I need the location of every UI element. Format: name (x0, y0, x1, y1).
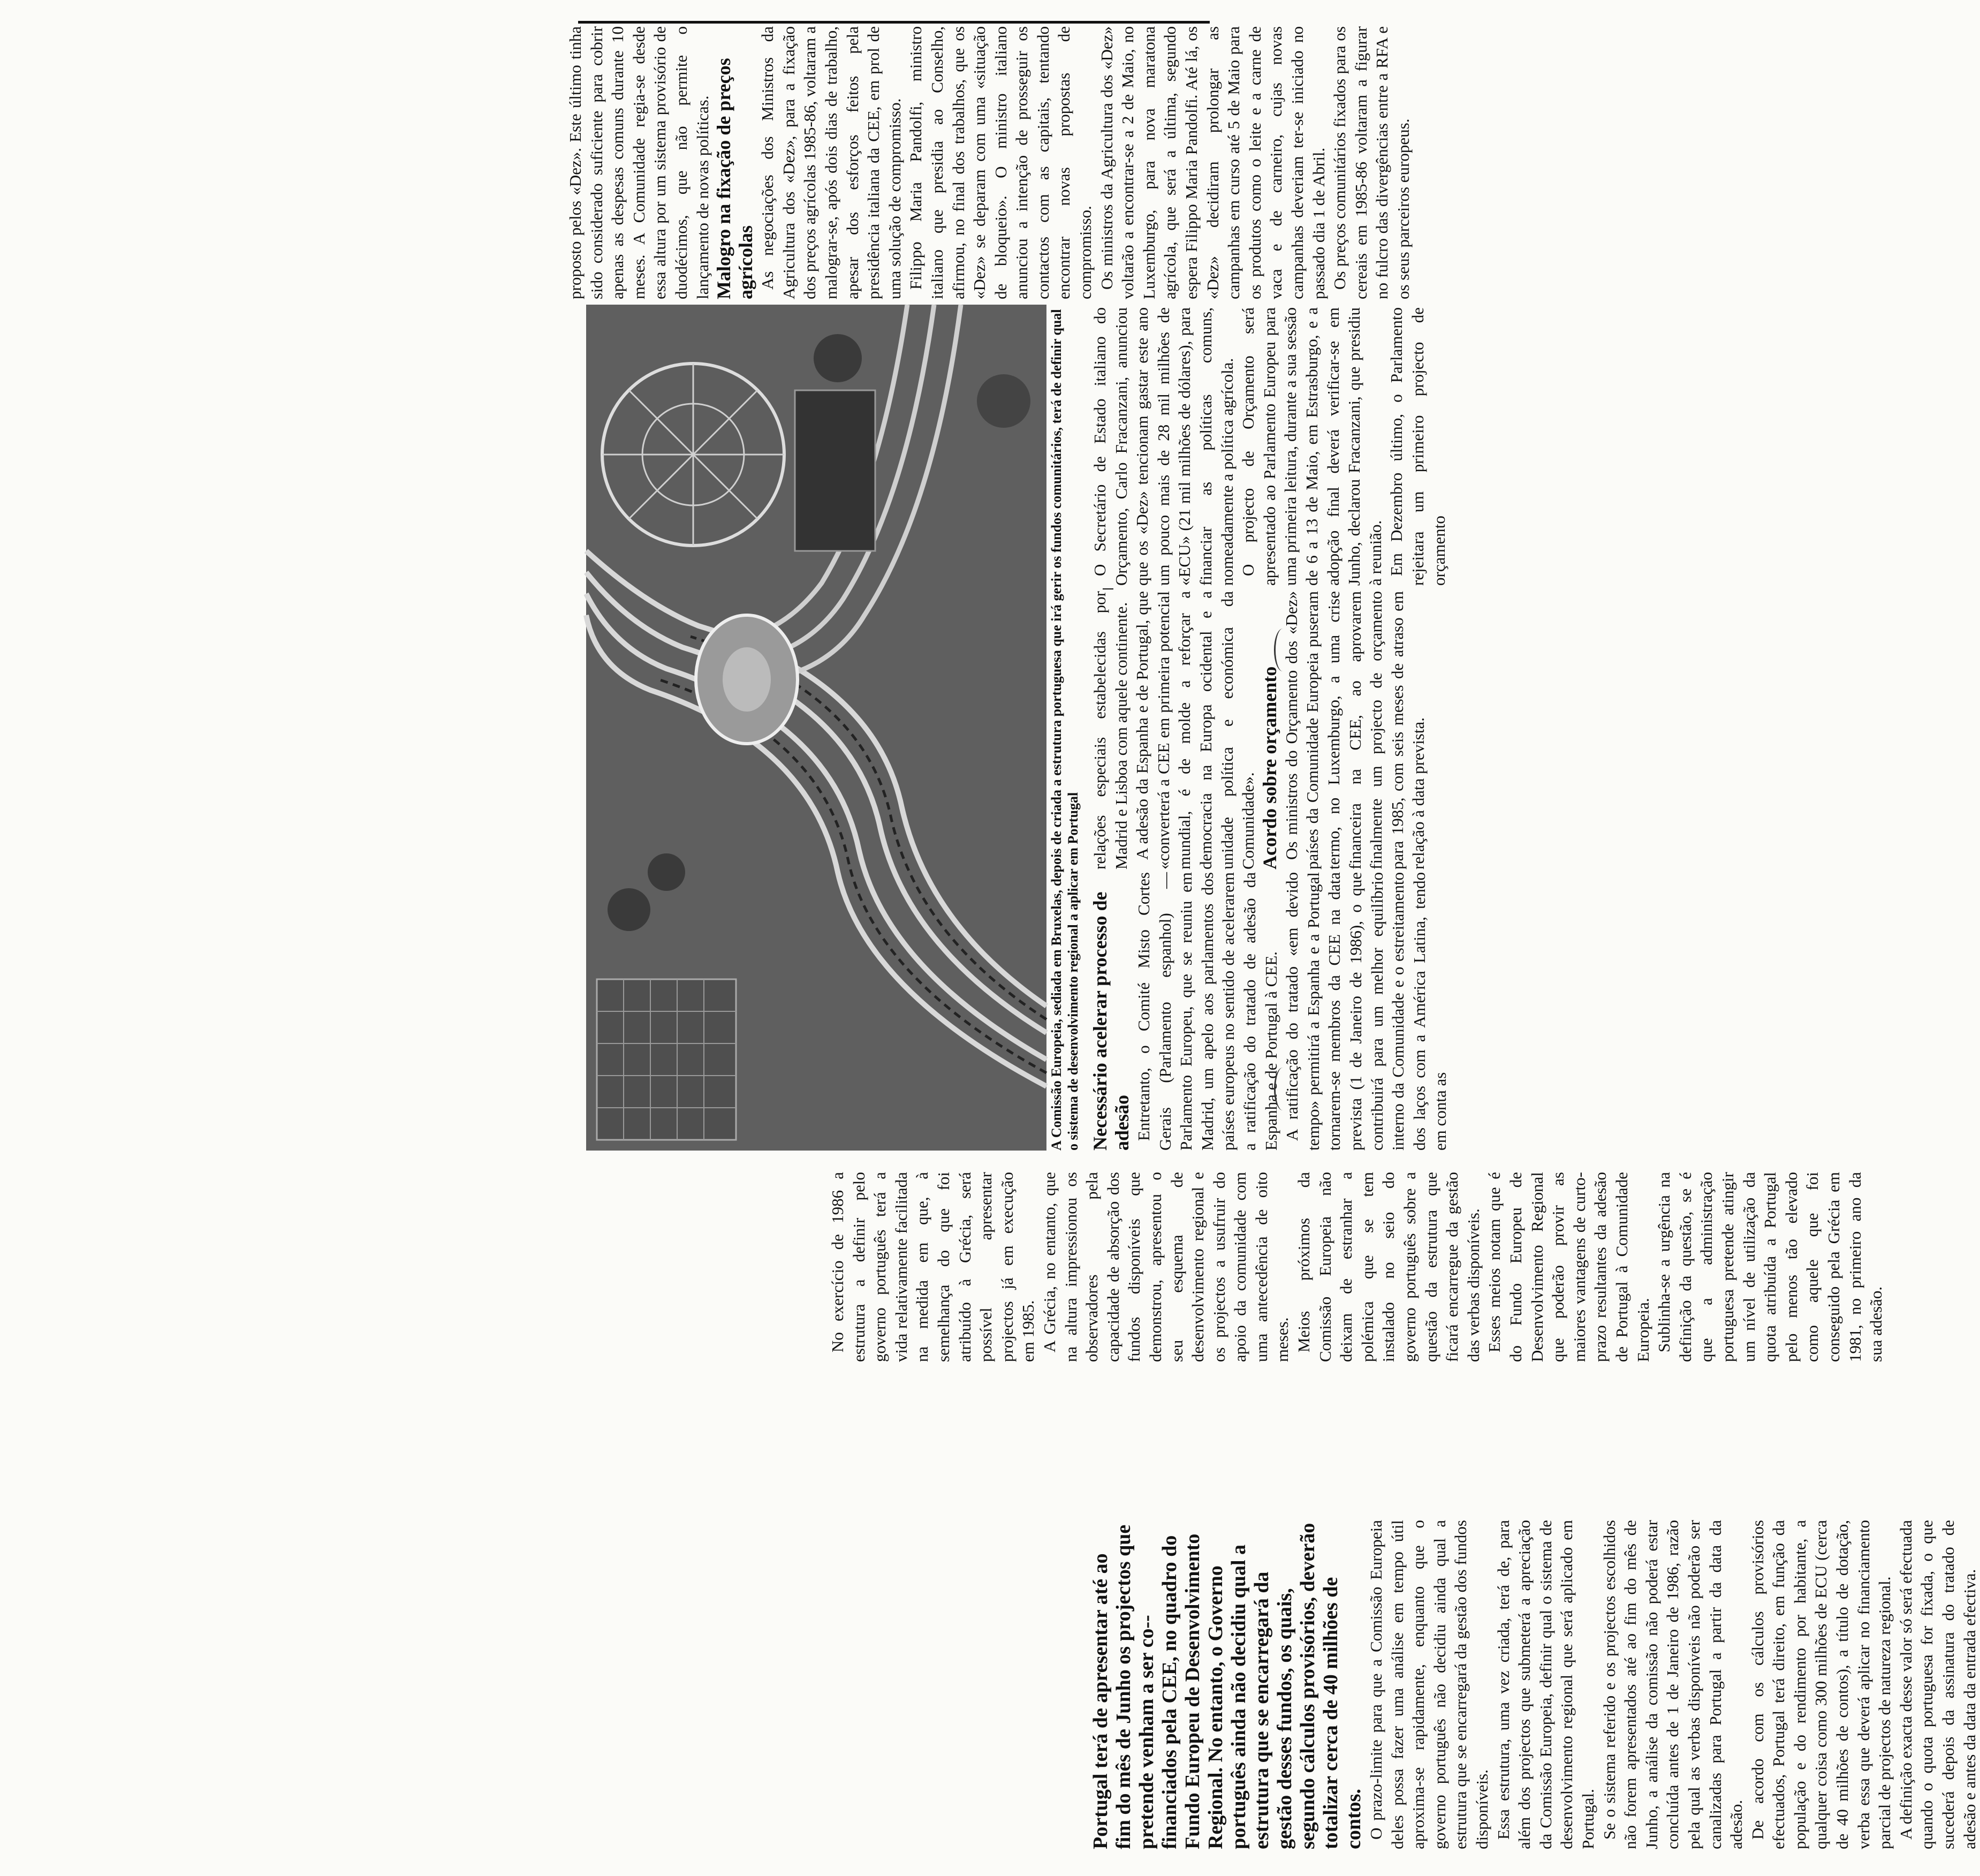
body-paragraph: A Grécia, no entanto, que na altura impressionou os observadores pela capacidade de absorção dos fundos disponíveis que demonstrou, apresentou o seu esquema de desenvolvimento regional e os projectos a usufruir do apoio da comunidade com uma antecedência de oito meses. (1040, 1172, 1292, 1362)
section-heading: Acordo sobre orçamento (1258, 666, 1280, 869)
body-paragraph: A ratificação do tratado «em devido tempo» permitirá a Espanha e a Portugal tornarem-se membros da CEE na data prevista (1 de Janeiro de 1986), o que contribuirá para um melhor equilíbrio interno da Comunidade e o estreitamento dos laços com a América Latina, tendo em conta as (1283, 872, 1450, 1151)
body-paragraph: relações especiais estabelecidas por Madrid e Lisboa com aquele continente. (1090, 591, 1131, 869)
body-paragraph: As negociações dos Ministros da Agricultura dos «Dez», para a fixação dos preços agrícolas 1985-86, voltaram a malograr-se, após dois dias de trabalho, apesar dos esforços feitos pela presidência italiana da CEE, em prol de uma solução de compromisso. (758, 26, 904, 299)
body-paragraph: Em Dezembro último, o Parlamento rejeitara um primeiro projecto de orçamento (1387, 307, 1448, 586)
body-paragraph: O projecto de Orçamento será apresentado ao Parlamento Europeu para uma primeira leitura, durante a sua sessão de 6 a 13 de Maio, em Estrasburgo, e a adopção final deverá verificar-se em Junho, declarou Fracanzani, que presidiu à reunião. (1239, 307, 1385, 586)
punch-hole-mark (1274, 629, 1292, 671)
column-1 (1089, 1520, 1980, 1849)
body-paragraph: A definição exacta desse valor só será efectuada quando o quota portuguesa for fixada, o que sucederá depois da assinatura do tratado de adesão e antes da data da entrada efectiva. (1896, 1520, 1979, 1849)
lead-paragraph: Portugal terá de apresentar até ao fim do mês de Junho os projectos que pretende venham a ser co--financiados pela CEE, no quadro do Fundo Europeu de Desenvolvimento Regional. No entanto, o Governo português ainda não decidiu qual a estrutura que se encarregará da gestão desses fundos, os quais, segundo cálculos provisórios, deverão totalizar cerca de 40 milhões de contos. (1089, 1523, 1365, 1849)
column-3 (1089, 872, 1451, 1151)
photo-european-commission-building (586, 305, 1046, 1151)
body-paragraph: Meios próximos da Comissão Europeia não deixam de estranhar a polémica que se tem instalado no seio do governo português sobre a questão da estrutura que ficará encarregue da gestão das verbas disponíveis. (1294, 1172, 1483, 1362)
photo-caption: A Comissão Europeia, sediada em Bruxelas, depois de criada a estrutura portuguesa que irá gerir os fundos comunitários, terá de definir qual o sistema de desenvolvimento regional a aplicar em Portugal (1049, 309, 1081, 1151)
column-2 (827, 1172, 1887, 1362)
body-paragraph: Sublinha-se a urgência na definição da questão, se é que a administração portuguesa pretende atingir um nível de utilização da quota atribuída a Portugal pelo menos tão elevado como aquele que foi conseguido pela Grécia em 1981, no primeiro ano da sua adesão. (1655, 1172, 1886, 1362)
section-heading: Necessário acelerar processo de adesão (1089, 891, 1133, 1151)
body-paragraph: O Secretário de Estado italiano do Orçamento, Carlo Fracanzani, anunciou que os «Dez» tencionam gastar este ano um pouco mais de 28 mil milhões de «ECU» (21 mil milhões de dólares), para financiar as políticas comuns, nomeadamente a política agrícola. (1090, 307, 1236, 586)
body-paragraph: No exercício de 1986 a estrutura a definir pelo governo português terá a vida relativamente facilitada na medida em que, à semelhança do que foi atribuído à Grécia, será possível apresentar projectos já em execução em 1985. (828, 1172, 1038, 1362)
body-paragraph: O prazo-limite para que a Comissão Europeia deles possa fazer uma análise em tempo útil aproxima-se rapidamente, enquanto que o governo português não decidiu ainda qual a estrutura que se encarregará da gestão dos fundos disponíveis. (1367, 1520, 1491, 1849)
body-paragraph: proposto pelos «Dez». Este último tinha sido considerado suficiente para cobrir apenas as despesas comuns durante 10 meses. A Comunidade regia-se desde essa altura por um sistema provisório de duodécimos, que não permite o lançamento de novas políticas. (566, 26, 712, 299)
body-paragraph: Os ministros da Agricultura dos «Dez» voltarão a encontrar-se a 2 de Maio, no Luxemburgo, para nova maratona agrícola, que será a última, segundo espera Filippo Maria Pandolfi. Até lá, os «Dez» decidiram prolongar as campanhas em curso até 5 de Maio para os produtos como o leite e a carne de vaca e de carneiro, cujas novas campanhas deveriam ter-se iniciado no passado dia 1 de Abril. (1097, 26, 1328, 299)
body-paragraph: Filippo Maria Pandolfi, ministro italiano que presidia ao Conselho, afirmou, no final dos trabalhos, que os «Dez» se deparam com uma «situação de bloqueio». O ministro italiano anunciou a intenção de prosseguir os contactos com as capitais, tentando encontrar novas propostas de compromisso. (906, 26, 1095, 299)
punch-hole-mark (1274, 1068, 1292, 1110)
column-6 (565, 26, 1414, 299)
column-4 (1089, 591, 1429, 869)
body-paragraph: Os preços comunitários fixados para os cereais em 1985-86 voltaram a figurar no fulcro das divergências entre a RFA e os seus parceiros europeus. (1330, 26, 1413, 299)
body-paragraph: Se o sistema referido e os projectos escolhidos não forem apresentados até ao fim do mês de Junho, a análise da comissão não poderá estar concluída antes de 1 de Janeiro de 1986, razão pela qual as verbas disponíveis não poderão ser canalizadas para Portugal a partir da data da adesão. (1599, 1520, 1746, 1849)
body-paragraph: Entretanto, o Comité Misto Cortes Gerais (Parlamento espanhol) — Parlamento Europeu, que se reuniu em Madrid, um apelo aos parlamentos dos países europeus no sentido de acelerarem a ratificação do tratado de adesão da Espanha e de Portugal à CEE. (1134, 872, 1280, 1151)
column-separator (1103, 588, 1113, 589)
body-paragraph: Os ministros do Orçamento dos «Dez» países da Comunidade Europeia puseram termo, no Luxemburgo, a uma crise financeira na CEE, ao aprovarem finalmente um projecto de orçamento para 1985, com seis meses de atraso em relação à data prevista. (1281, 591, 1428, 869)
column-5 (1089, 307, 1450, 586)
body-paragraph: Essa estrutura, uma vez criada, terá de, para além dos projectos que submeterá a apreciação da Comissão Europeia, definir qual o sistema de desenvolvimento regional que será aplicado em Portugal. (1493, 1520, 1597, 1849)
right-border-rule (578, 21, 1210, 24)
body-paragraph: De acordo com os cálculos provisórios efectuados, Portugal terá direito, em função da população e do rendimento por habitante, a qualquer coisa como 300 milhões de ECU (cerca de 40 milhões de contos), a título de dotação, verba essa que deverá aplicar no financiamento parcial de projectos de natureza regional. (1748, 1520, 1894, 1849)
body-paragraph: A adesão da Espanha e de Portugal, que «converterá a CEE em primeira potencial mundial, é de molde a reforçar a democracia na Europa ocidental e a unidade política e económica da Comunidade». (1133, 591, 1258, 869)
building-photo-image (586, 305, 1046, 1151)
body-paragraph: Esses meios notam que é do Fundo Europeu de Desenvolvimento Regional que poderão provir as maiores vantagens de curto-prazo resultantes da adesão de Portugal à Comunidade Europeia. (1485, 1172, 1652, 1362)
section-heading: Malogro na fixação de preços agrícolas (713, 58, 757, 299)
